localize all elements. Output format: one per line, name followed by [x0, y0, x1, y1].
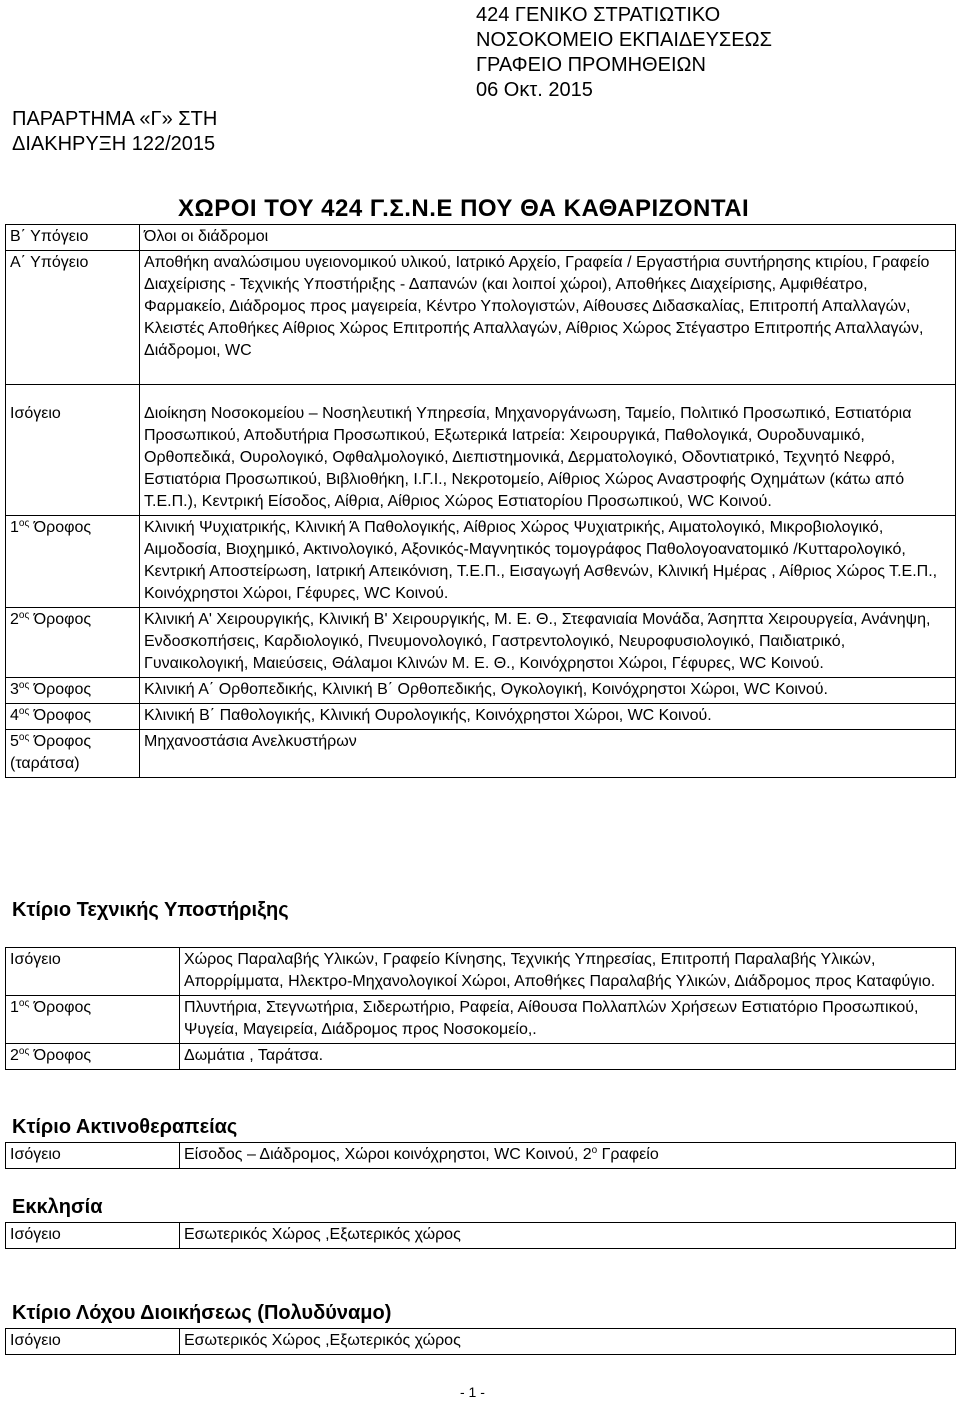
ordinal-suffix: ο [591, 1145, 598, 1156]
floor-number: 3 [10, 681, 19, 698]
floor-cell [6, 608, 140, 678]
areas-cell: Πλυντήρια, Στεγνωτήρια, Σιδερωτήριο, Ραφεία, Αίθουσα Πολλαπλών Χρήσεων Εστιατόριο Προσωπικού, Ψυγεία, Μαγειρεία, Διάδρομος προς Νοσοκομείο,. [180, 996, 956, 1044]
tech-building-title: Κτίριο Τεχνικής Υποστήριξης [12, 899, 289, 921]
floor-word: Όροφος [33, 1047, 92, 1064]
areas-cell: Χώρος Παραλαβής Υλικών, Γραφείο Κίνησης, Τεχνικής Υπηρεσίας, Επιτροπή Παραλαβής Υλικών, Απορρίμματα, Ηλεκτρο-Μηχανολογικοί Χώροι, Αποθήκες Παραλαβής Υλικών, Διάδρομος προς Καταφύγιο. [180, 948, 956, 996]
table-row [6, 1143, 956, 1169]
organization-header [476, 3, 772, 103]
document-date: 06 Οκτ. 2015 [476, 79, 593, 101]
floor-word: Όροφος [33, 519, 92, 536]
floor-number: 1 [10, 519, 19, 536]
tech-building-table [5, 947, 956, 1070]
floor-extra: (ταράτσα) [10, 755, 80, 772]
command-building-table [5, 1328, 956, 1355]
floor-suffix: ος [18, 732, 30, 743]
floor-cell [6, 996, 180, 1044]
table-row [6, 225, 956, 251]
floor-suffix: ος [18, 998, 30, 1009]
floor-word: Όροφος [33, 611, 92, 628]
floor-number: 1 [10, 999, 19, 1016]
table-row [6, 948, 956, 996]
floor-suffix: ος [18, 1046, 30, 1057]
org-line-1: 424 ΓΕΝΙΚΟ ΣΤΡΑΤΙΩΤΙΚΟ [476, 4, 721, 26]
floor-number: 4 [10, 707, 19, 724]
radio-building-title: Κτίριο Ακτινοθεραπείας [12, 1116, 238, 1138]
floor-cell: Ισόγειο [6, 1329, 180, 1355]
floor-suffix: ος [18, 680, 30, 691]
table-row [6, 516, 956, 608]
areas-cell: Μηχανοστάσια Ανελκυστήρων [140, 730, 956, 778]
floor-cell [6, 516, 140, 608]
table-row [6, 1329, 956, 1355]
floor-cell [6, 730, 140, 778]
areas-cell: Κλινική Ψυχιατρικής, Κλινική Ά Παθολογικής, Αίθριος Χώρος Ψυχιατρικής, Αιματολογικό, Μικροβιολογικό, Αιμοδοσία, Βιοχημικό, Ακτινολογικό, Αξονικός-Μαγνητικός τομογράφος Παθολογοανατομικό /Κυτταρολογικό, Κεντρική Αποστείρωση, Ιατρική Απεικόνιση, Τ.Ε.Π., Εισαγωγή Ασθενών, Κλινική Ημέρας , Αίθριος Χώρος Τ.Ε.Π., Κοινόχρηστοι Χώροι, Γέφυρες, WC Κοινού. [140, 516, 956, 608]
table-row [6, 678, 956, 704]
floor-cell: Β΄ Υπόγειο [6, 225, 140, 251]
main-areas-table [5, 224, 956, 778]
page-number: - 1 - [460, 1384, 485, 1400]
areas-text: Είσοδος – Διάδρομος, Χώροι κοινόχρηστοι, WC Κοινού, 2 [184, 1146, 592, 1163]
areas-cell: Διοίκηση Νοσοκομείου – Νοσηλευτική Υπηρεσία, Μηχανοργάνωση, Ταμείο, Πολιτικό Προσωπικό, Εστιατόρια Προσωπικού, Αποδυτήρια Προσωπικού, Εξωτερικά Ιατρεία: Χειρουργικά, Παθολογικά, Ουροδυναμικό, Ορθοπεδικά, Ουρολογικό, Οφθαλμολογικό, Διεπιστημονικά, Δερματολογικό, Οδοντιατρικό, Τεχνητό Νεφρό, Εστιατόρια Προσωπικού, Βιβλιοθήκη, Ι.Γ.Ι., Νεκροτομείο, Αίθριος Χώρος Αναστροφής Οχημάτων (κάτω από Τ.Ε.Π.), Κεντρική Είσοδος, Αίθρια, Αίθριος Χώρος Εστιατορίου Προσωπικού, WC Κοινού. [140, 385, 956, 516]
floor-cell: Α΄ Υπόγειο [6, 251, 140, 385]
church-table [5, 1222, 956, 1249]
floor-word: Όροφος [33, 681, 92, 698]
areas-text-end: Γραφείο [597, 1146, 659, 1163]
org-line-2: ΝΟΣΟΚΟΜΕΙΟ ΕΚΠΑΙΔΕΥΣΕΩΣ [476, 29, 772, 51]
floor-word: Όροφος [33, 707, 92, 724]
church-title: Εκκλησία [12, 1196, 103, 1218]
table-row [6, 730, 956, 778]
floor-suffix: ος [18, 518, 30, 529]
floor-suffix: ος [18, 706, 30, 717]
table-row [6, 996, 956, 1044]
floor-cell [6, 704, 140, 730]
floor-cell: Ισόγειο [6, 385, 140, 516]
floor-cell [6, 1044, 180, 1070]
command-building-title: Κτίριο Λόχου Διοικήσεως (Πολυδύναμο) [12, 1302, 392, 1324]
table-row [6, 1044, 956, 1070]
areas-cell [180, 1143, 956, 1169]
floor-word: Όροφος [33, 733, 92, 750]
org-line-3: ΓΡΑΦΕΙΟ ΠΡΟΜΗΘΕΙΩΝ [476, 54, 706, 76]
floor-word: Όροφος [33, 999, 92, 1016]
areas-cell: Κλινική Β΄ Παθολογικής, Κλινική Ουρολογικής, Κοινόχρηστοι Χώροι, WC Κοινού. [140, 704, 956, 730]
areas-cell: Κλινική Α' Χειρουργικής, Κλινική Β' Χειρουργικής, Μ. Ε. Θ., Στεφανιαία Μονάδα, Άσηπτα Χειρουργεία, Ανάνηψη, Ενδοσκοπήσεις, Καρδιολογικό, Πνευμονολογικό, Γαστρεντολογικό, Νευροφυσιολογικό, Παιδιατρικό, Γυναικολογική, Μαιεύσεις, Θάλαμοι Κλινών Μ. Ε. Θ., Κοινόχρηστοι Χώροι, Γέφυρες, WC Κοινού. [140, 608, 956, 678]
areas-cell: Δωμάτια , Ταράτσα. [180, 1044, 956, 1070]
floor-number: 5 [10, 733, 19, 750]
table-row [6, 385, 956, 516]
table-row [6, 251, 956, 385]
floor-number: 2 [10, 1047, 19, 1064]
floor-cell: Ισόγειο [6, 1143, 180, 1169]
annex-reference [12, 107, 217, 157]
page-title: ΧΩΡΟΙ ΤΟΥ 424 Γ.Σ.Ν.Ε ΠΟΥ ΘΑ ΚΑΘΑΡΙΖΟΝΤΑΙ [178, 195, 750, 222]
annex-line-2: ΔΙΑΚΗΡΥΞΗ 122/2015 [12, 133, 216, 155]
areas-cell: Κλινική Α΄ Ορθοπεδικής, Κλινική Β΄ Ορθοπεδικής, Ογκολογική, Κοινόχρηστοι Χώροι, WC Κοινού. [140, 678, 956, 704]
floor-cell: Ισόγειο [6, 1223, 180, 1249]
areas-cell: Εσωτερικός Χώρος ,Εξωτερικός χώρος [180, 1329, 956, 1355]
floor-suffix: ος [18, 610, 30, 621]
table-row [6, 704, 956, 730]
areas-cell: Όλοι οι διάδρομοι [140, 225, 956, 251]
annex-line-1: ΠΑΡΑΡΤΗΜΑ «Γ» ΣΤΗ [12, 108, 218, 130]
table-row [6, 608, 956, 678]
table-row [6, 1223, 956, 1249]
areas-cell: Εσωτερικός Χώρος ,Εξωτερικός χώρος [180, 1223, 956, 1249]
areas-cell: Αποθήκη αναλώσιμου υγειονομικού υλικού, Ιατρικό Αρχείο, Γραφεία / Εργαστήρια συντήρησης κτιρίου, Γραφείο Διαχείρισης - Τεχνικής Υποστήριξης - Δαπανών (και λοιποί χώροι), Αποθήκες Διαχείρισης, Αμφιθέατρο, Φαρμακείο, Διάδρομος προς μαγειρεία, Κέντρο Υπολογιστών, Αίθουσες Διδασκαλίας, Επιτροπή Απαλλαγών, Κλειστές Αποθήκες Αίθριος Χώρος Επιτροπής Απαλλαγών, Αίθριος Χώρος Στέγαστρο Επιτροπής Απαλλαγών, Διάδρομοι, WC [140, 251, 956, 385]
floor-cell: Ισόγειο [6, 948, 180, 996]
radio-building-table [5, 1142, 956, 1169]
floor-number: 2 [10, 611, 19, 628]
floor-cell [6, 678, 140, 704]
